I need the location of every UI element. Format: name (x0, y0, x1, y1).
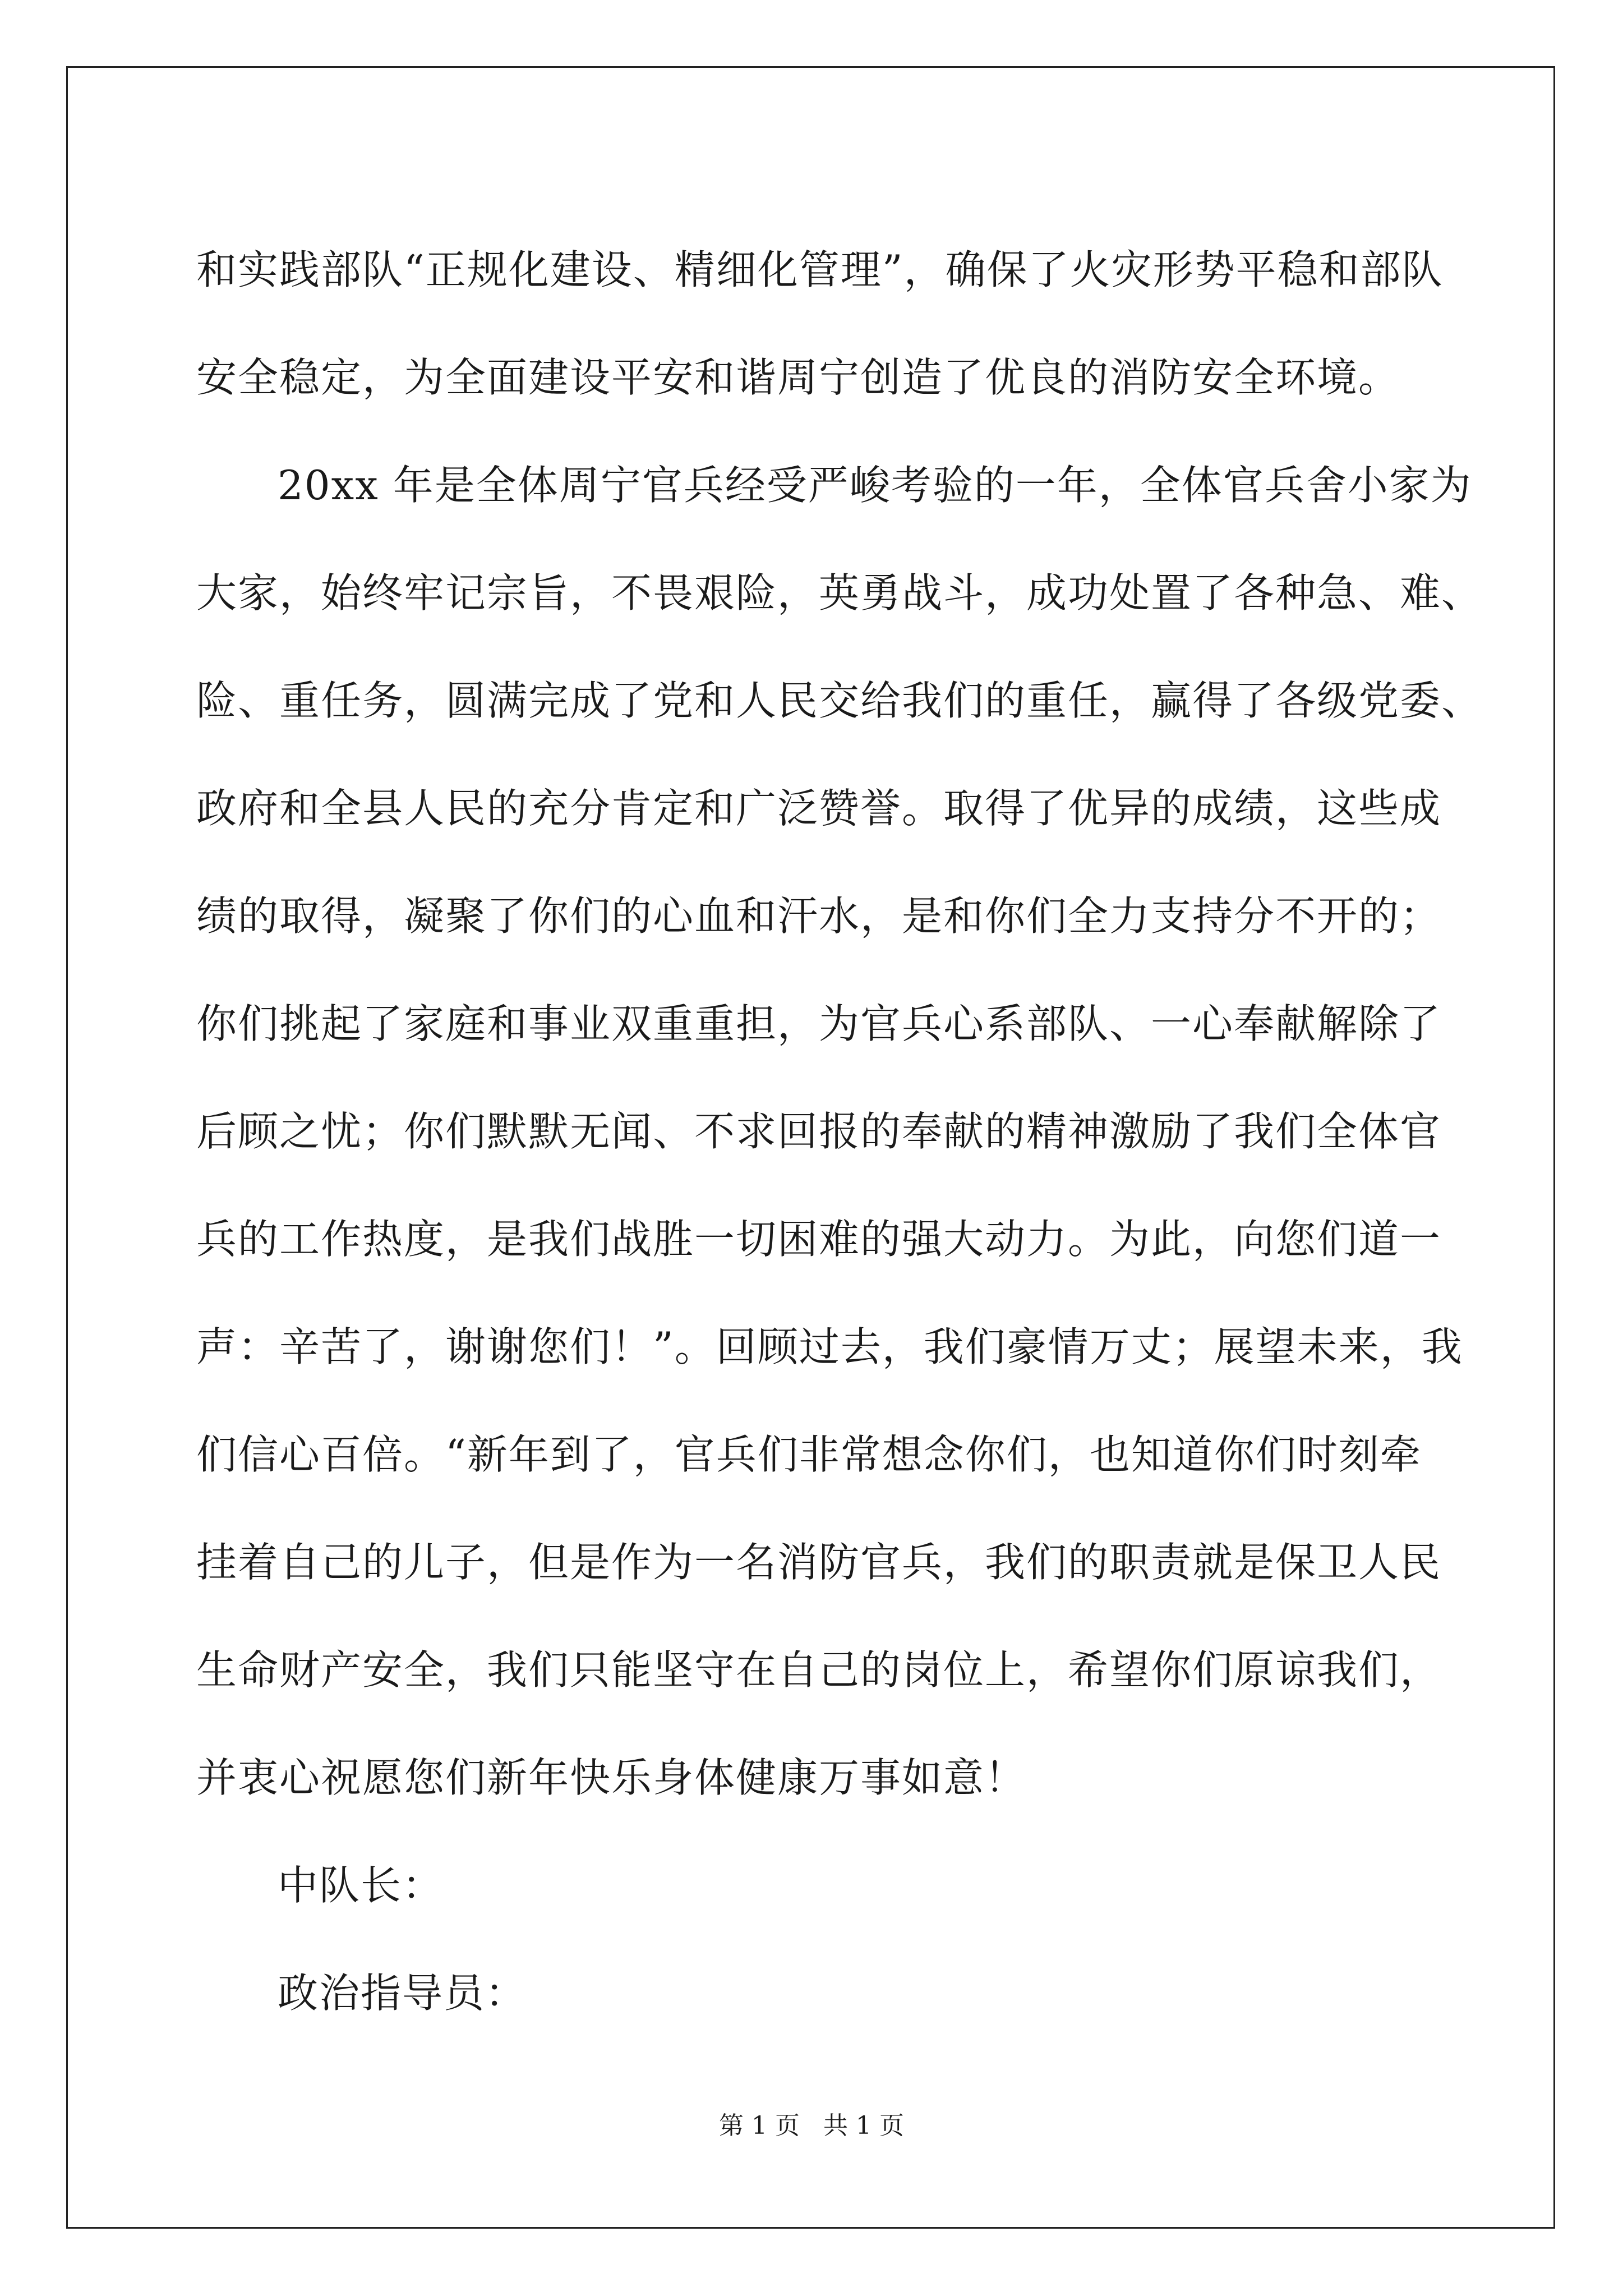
text-line: 险、重任务，圆满完成了党和人民交给我们的重任，赢得了各级党委、 (196, 677, 1483, 724)
text-line: 你们挑起了家庭和事业双重重担，为官兵心系部队、一心奉献解除了 (196, 1000, 1442, 1047)
text-line: 20xx 年是全体周宁官兵经受严峻考验的一年，全体官兵舍小家为 (278, 462, 1472, 509)
letter-body (196, 216, 1483, 2047)
page-footer: 第 1 页 共 1 页 (719, 2111, 904, 2140)
text-line: 政府和全县人民的充分肯定和广泛赞誉。取得了优异的成绩，这些成 (196, 785, 1442, 832)
text-line: 后顾之忧；你们默默无闻、不求回报的奉献的精神激励了我们全体官 (196, 1108, 1442, 1155)
text-line: 安全稳定，为全面建设平安和谐周宁创造了优良的消防安全环境。 (196, 354, 1400, 401)
text-line: 们信心百倍。“新年到了，官兵们非常想念你们，也知道你们时刻牵 (196, 1431, 1422, 1478)
text-line: 生命财产安全，我们只能坚守在自己的岗位上，希望你们原谅我们， (196, 1646, 1442, 1694)
text-line: 绩的取得，凝聚了你们的心血和汗水，是和你们全力支持分不开的； (196, 892, 1442, 940)
signature-political-instructor: 政治指导员： (278, 1970, 527, 2017)
text-line: 大家，始终牢记宗旨，不畏艰险，英勇战斗，成功处置了各种急、难、 (196, 569, 1483, 616)
text-line: 和实践部队“正规化建设、精细化管理”，确保了火灾形势平稳和部队 (196, 246, 1444, 293)
text-line: 挂着自己的儿子，但是作为一名消防官兵，我们的职责就是保卫人民 (196, 1539, 1442, 1586)
signature-captain: 中队长： (278, 1862, 444, 1909)
text-line: 兵的工作热度，是我们战胜一切困难的强大动力。为此，向您们道一 (196, 1216, 1442, 1263)
text-line: 声：辛苦了，谢谢您们！”。回顾过去，我们豪情万丈；展望未来，我 (196, 1323, 1463, 1370)
text-line: 并衷心祝愿您们新年快乐身体健康万事如意！ (196, 1754, 1027, 1801)
